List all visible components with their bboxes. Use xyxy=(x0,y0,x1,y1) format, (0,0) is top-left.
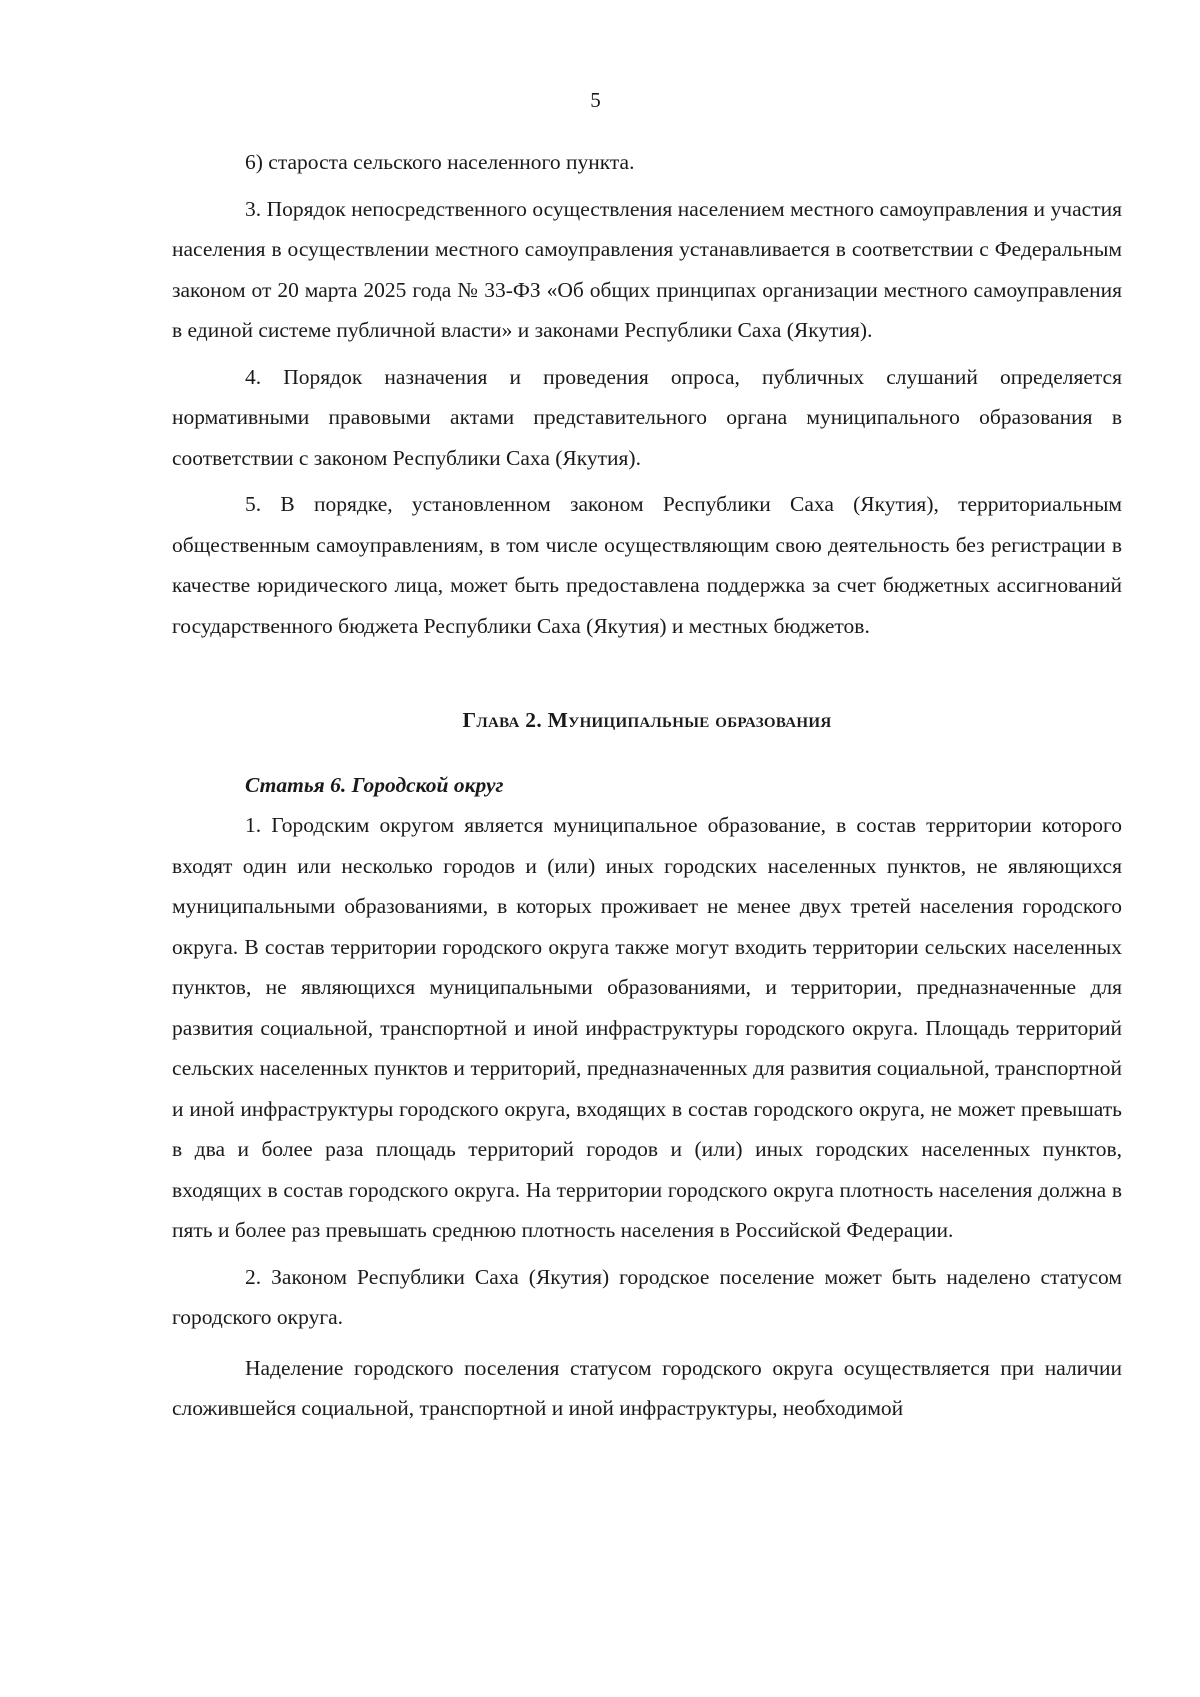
paragraph-3: 3. Порядок непосредственного осуществления населением местного самоуправления и участия населения в осуществлении местного самоуправления устанавливается в соответствии с Федеральным законом от 20 марта 2025 года № 33-ФЗ «Об общих принципах организации местного самоуправления в единой системе публичной власти» и законами Республики Саха (Якутия). xyxy=(172,196,1122,342)
article-paragraph-2: 2. Законом Республики Саха (Якутия) городское поселение может быть наделено статусом городского округа. xyxy=(172,1264,1122,1329)
article-paragraph-1: 1. Городским округом является муниципальное образование, в состав территории которого входят один или несколько городов и (или) иных городских населенных пунктов, не являющихся муниципальными образованиями, в которых проживает не менее двух третей населения городского округа. В состав территории городского округа также могут входить территории сельских населенных пунктов, не являющихся муниципальными образованиями, и территории, предназначенные для развития социальной, транспортной и иной инфраструктуры городского округа. Площадь территорий сельских населенных пунктов и территорий, предназначенных для развития социальной, транспортной и иной инфраструктуры городского округа, входящих в состав городского округа, не может превышать в два и более раза площадь территорий городов и (или) иных городских населенных пунктов, входящих в состав городского округа. На территории городского округа плотность населения должна в пять и более раз превышать среднюю плотность населения в Российской Федерации. xyxy=(172,813,1122,1242)
paragraph-4: 4. Порядок назначения и проведения опроса, публичных слушаний определяется нормативными правовыми актами представительного органа муниципального образования в соответствии с законом Республики Саха (Якутия). xyxy=(172,364,1122,470)
paragraph-item-6: 6) староста сельского населенного пункта. xyxy=(245,150,635,174)
article-paragraph-3: Наделение городского поселения статусом городского округа осуществляется при наличии сложившейся социальной, транспортной и иной инфраструктуры, необходимой xyxy=(172,1355,1122,1420)
paragraph-5: 5. В порядке, установленном законом Республики Саха (Якутия), территориальным общественным самоуправлениям, в том числе осуществляющим свою деятельность без регистрации в качестве юридического лица, может быть предоставлена поддержка за счет бюджетных ассигнований государственного бюджета Республики Саха (Якутия) и местных бюджетов. xyxy=(172,492,1122,638)
chapter-heading: Глава 2. Муниципальные образования xyxy=(462,708,832,732)
document-body xyxy=(172,142,1122,1429)
page-number: 5 xyxy=(590,88,601,112)
article-heading: Статья 6. Городской округ xyxy=(245,772,504,797)
